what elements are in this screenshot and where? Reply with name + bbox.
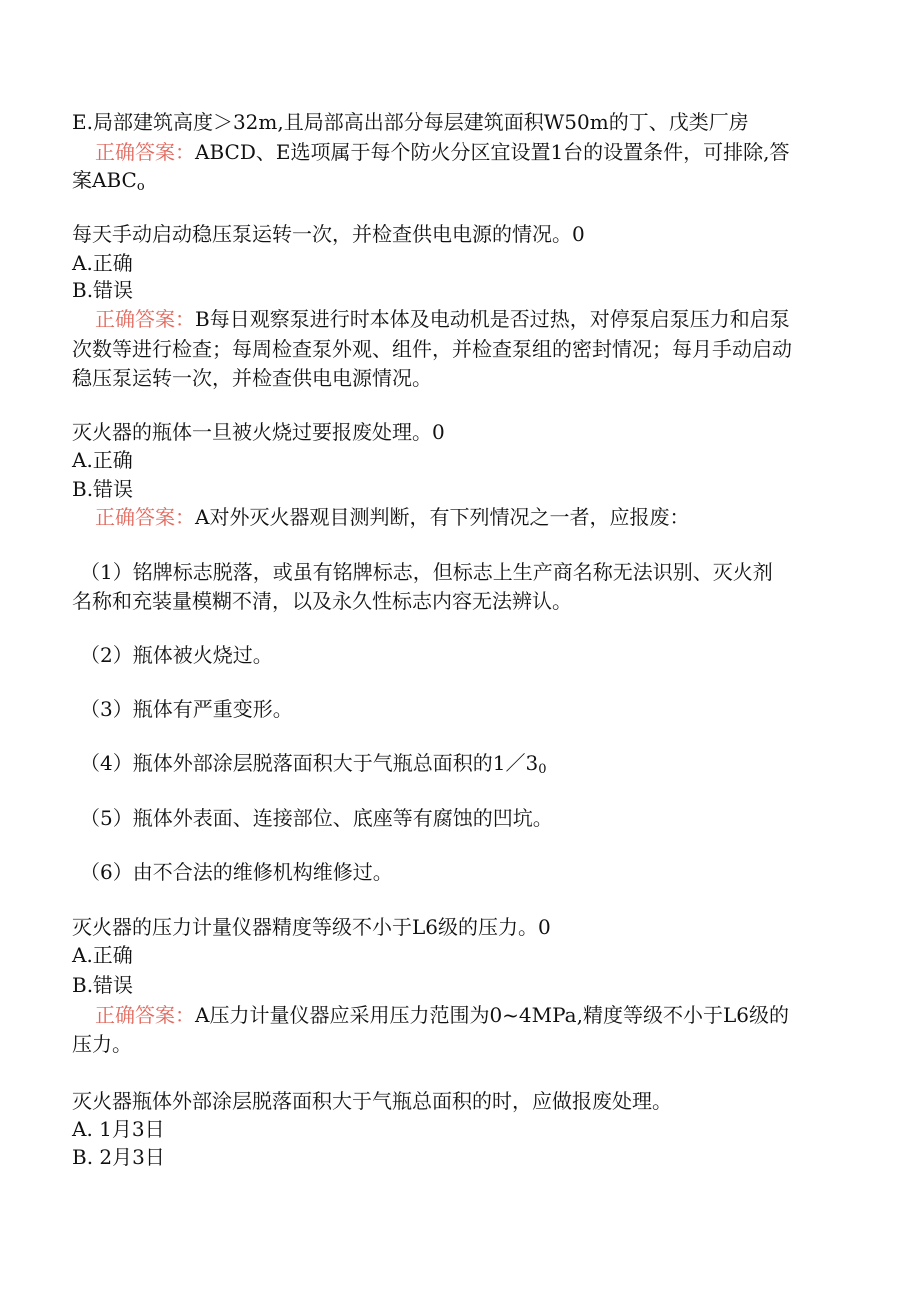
answer-text: A压力计量仪器应采用压力范围为0~4MPa,精度等级不小于L6级的 — [195, 1003, 789, 1027]
list-item-continuation: 名称和充装量模糊不清，以及永久性标志内容无法辨认。 — [72, 589, 572, 613]
option-b: B.错误 — [72, 973, 134, 997]
list-item-subscript: 0 — [538, 762, 547, 777]
answer-line — [95, 503, 872, 531]
answer-line — [95, 138, 872, 166]
question-text: 每天手动启动稳压泵运转一次，并检查供电电源的情况。0 — [72, 222, 585, 246]
answer-label: 正确答案： — [95, 307, 195, 331]
answer-line — [95, 1001, 872, 1029]
option-b: B.错误 — [72, 477, 134, 501]
answer-continuation — [72, 166, 872, 201]
option-b: B. 2月3日 — [72, 1145, 165, 1169]
list-item-text: （4）瓶体外部涂层脱落面积大于气瓶总面积的1／3 — [80, 751, 539, 775]
list-item: （1）铭牌标志脱落，或虽有铭牌标志，但标志上生产商名称无法识别、灭火剂 — [80, 560, 773, 584]
list-item: （5）瓶体外表面、连接部位、底座等有腐蚀的凹坑。 — [80, 806, 553, 830]
option-a: A.正确 — [72, 448, 133, 472]
list-item: （2）瓶体被火烧过。 — [80, 643, 273, 667]
option-a: A.正确 — [72, 251, 133, 275]
answer-line — [95, 305, 872, 333]
answer-text: ABCD、E选项属于每个防火分区宜设置1台的设置条件，可排除,答 — [195, 140, 790, 164]
answer-text: 案ABC — [72, 168, 137, 192]
list-item: （3）瓶体有严重变形。 — [80, 697, 293, 721]
answer-text: B每日观察泵进行时本体及电动机是否过热，对停泵启泵压力和启泵 — [195, 307, 790, 331]
answer-continuation: 压力。 — [72, 1032, 132, 1056]
list-item: （6）由不合法的维修机构维修过。 — [80, 860, 393, 884]
list-item — [80, 749, 872, 784]
option-a: A. 1月3日 — [72, 1117, 165, 1141]
option-b: B.错误 — [72, 278, 134, 302]
question-text: 灭火器瓶体外部涂层脱落面积大于气瓶总面积的时，应做报废处理。 — [72, 1089, 672, 1113]
answer-label: 正确答案： — [95, 140, 195, 164]
answer-continuation: 次数等进行检查；每周检查泵外观、组件，并检查泵组的密封情况；每月手动启动 — [72, 337, 792, 361]
option-e: E.局部建筑高度＞32m,且局部高出部分每层建筑面积W50m的丁、戊类厂房 — [72, 110, 749, 134]
question-text: 灭火器的压力计量仪器精度等级不小于L6级的压力。0 — [72, 915, 551, 939]
answer-label: 正确答案： — [95, 1003, 195, 1027]
answer-label: 正确答案： — [95, 505, 195, 529]
question-text: 灭火器的瓶体一旦被火烧过要报废处理。0 — [72, 420, 445, 444]
option-a: A.正确 — [72, 943, 133, 967]
answer-text: A对外灭火器观目测判断，有下列情况之一者，应报废： — [195, 505, 690, 529]
answer-continuation: 稳压泵运转一次，并检查供电电源情况。 — [72, 366, 432, 390]
answer-subscript: o — [136, 179, 145, 194]
